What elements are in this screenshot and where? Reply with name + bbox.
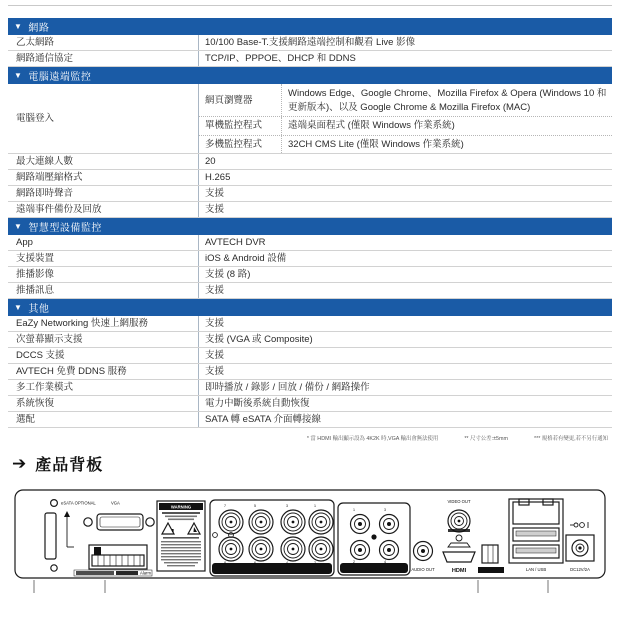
row-value: 支援 (8 路) xyxy=(198,267,612,282)
clipped-top-row xyxy=(8,0,612,18)
video-in-port-number: 6 xyxy=(254,561,256,565)
video-in-port-number: 2 xyxy=(314,561,316,565)
row-label: DCCS 支援 xyxy=(16,350,65,361)
row-value: H.265 xyxy=(198,170,612,185)
subrow-key: 多機監控程式 xyxy=(205,138,263,150)
chevron-down-icon: ▼ xyxy=(14,21,23,31)
row-value: 支援 xyxy=(198,186,612,201)
audio-in-port-number: 1 xyxy=(353,508,355,512)
table-row-pc-login xyxy=(8,84,612,154)
footnote-3: *** 規格若有變更,若不另行通知 xyxy=(534,436,608,442)
row-value: 電力中斷後系統自動恢復 xyxy=(198,396,612,411)
row-value: iOS & Android 設備 xyxy=(198,251,612,266)
row-label: App xyxy=(16,237,33,248)
table-row xyxy=(8,186,612,202)
table-row xyxy=(8,283,612,299)
section-title: 電腦遠端監控 xyxy=(28,72,92,83)
row-label: EaZy Networking 快速上網服務 xyxy=(16,318,148,329)
row-label: 選配 xyxy=(16,414,36,425)
footnote-1: * 當 HDMI 輸出顯示設為 4K2K 時,VGA 輸出會無法使用 xyxy=(306,436,439,442)
label-video-out: VIDEO OUT xyxy=(447,499,471,504)
row-value: 即時播放 / 錄影 / 回放 / 備份 / 網路操作 xyxy=(198,380,612,395)
subtable-row xyxy=(199,84,612,117)
subrow-value: 32CH CMS Lite (僅限 Windows 作業系統) xyxy=(281,136,612,154)
video-in-port-number: 8 xyxy=(224,561,226,565)
section-header-others[interactable] xyxy=(8,299,612,316)
table-row xyxy=(8,251,612,267)
table-row xyxy=(8,332,612,348)
row-label: 網路即時聲音 xyxy=(16,188,74,199)
page-title: 產品背板 xyxy=(35,457,104,474)
subrow-key: 單機監控程式 xyxy=(205,120,263,132)
table-row xyxy=(8,154,612,170)
section-header-pc-remote[interactable] xyxy=(8,67,612,84)
label-hdmi: HDMI xyxy=(451,568,467,574)
row-label: 遠端事件備份及回放 xyxy=(16,204,102,215)
row-label: 支援裝置 xyxy=(16,253,55,264)
label-vga: VGA xyxy=(111,500,120,506)
row-value: AVTECH DVR xyxy=(198,235,612,250)
row-value: 支援 xyxy=(198,364,612,379)
row-value: 支援 (VGA 或 Composite) xyxy=(198,332,612,347)
subtable-row xyxy=(199,136,612,154)
back-panel-section xyxy=(12,452,612,595)
row-label: 次螢幕顯示支援 xyxy=(16,334,83,345)
section-header-network[interactable] xyxy=(8,18,612,35)
table-row xyxy=(8,412,612,428)
chevron-down-icon: ▼ xyxy=(14,70,23,80)
table-row xyxy=(8,51,612,67)
table-row xyxy=(8,35,612,51)
subtable-row xyxy=(199,117,612,136)
row-label: AVTECH 免費 DDNS 服務 xyxy=(16,366,127,377)
label-alarm: Alarm xyxy=(140,570,151,576)
label-dc-power: DC12V/2A xyxy=(570,567,590,572)
section-title: 網路 xyxy=(28,23,50,34)
back-panel-heading xyxy=(12,452,612,475)
row-label: 多工作業模式 xyxy=(16,382,74,393)
section-title: 其他 xyxy=(28,304,50,315)
row-label: 乙太網路 xyxy=(16,37,55,48)
table-row xyxy=(8,202,612,218)
audio-in-port-number: 4 xyxy=(384,560,386,564)
table-row xyxy=(8,170,612,186)
table-row xyxy=(8,380,612,396)
section-title: 智慧型設備監控 xyxy=(28,223,102,234)
subrow-key: 網頁瀏覽器 xyxy=(205,94,253,106)
row-label: 網路通信協定 xyxy=(16,53,74,64)
row-value: 20 xyxy=(198,154,612,169)
row-value: 支援 xyxy=(198,283,612,298)
table-row xyxy=(8,316,612,332)
label-lan-usb: LAN / USB xyxy=(525,567,547,572)
label-rs485: RS-485 xyxy=(483,567,499,573)
row-label: 推播訊息 xyxy=(16,285,55,296)
table-row xyxy=(8,348,612,364)
subrow-value: Windows Edge、Google Chrome、Mozilla Firefox & Opera (Windows 10 和更新版本)、以及 Google Chrome & Mozilla Firefox (MAC) xyxy=(281,84,612,116)
row-label: 電腦登入 xyxy=(16,113,55,124)
table-row xyxy=(8,235,612,251)
row-value: TCP/IP、PPPOE、DHCP 和 DDNS xyxy=(198,51,612,66)
specification-table xyxy=(8,0,612,442)
row-value: 支援 xyxy=(198,316,612,331)
row-label: 網路端壓縮格式 xyxy=(16,172,83,183)
row-value: 10/100 Base-T.支援網路遠端控制和觀看 Live 影像 xyxy=(198,35,612,50)
table-row xyxy=(8,396,612,412)
pc-login-subtable xyxy=(198,84,612,153)
label-audio-out: AUDIO OUT xyxy=(411,567,435,572)
table-row xyxy=(8,364,612,380)
video-in-port-number: 4 xyxy=(286,561,288,565)
footnote-2: ** 尺寸公差:±5mm xyxy=(464,436,509,442)
label-esata: eSATA OPTIONAL xyxy=(61,500,96,506)
row-label: 最大連線人數 xyxy=(16,156,74,167)
section-header-smart-device[interactable] xyxy=(8,218,612,235)
footnotes xyxy=(8,428,612,442)
chevron-down-icon: ▼ xyxy=(14,221,23,231)
audio-in-port-number: 2 xyxy=(353,560,355,564)
row-value: 支援 xyxy=(198,202,612,217)
subrow-value: 遠端桌面程式 (僅限 Windows 作業系統) xyxy=(281,117,612,135)
audio-in-port-number: 3 xyxy=(384,508,386,512)
row-value: SATA 轉 eSATA 介面轉接線 xyxy=(198,412,612,427)
video-in-port-number: 1 xyxy=(314,504,316,508)
chevron-down-icon: ▼ xyxy=(14,302,23,312)
back-panel-diagram xyxy=(12,485,608,595)
row-label: 系統恢復 xyxy=(16,398,55,409)
video-in-port-number: 5 xyxy=(254,504,256,508)
video-in-port-number: 3 xyxy=(286,504,288,508)
label-video-in: VIDEO IN xyxy=(262,567,282,572)
label-warning: WARNING xyxy=(170,504,192,510)
video-in-port-number: 7 xyxy=(224,504,226,508)
arrow-right-icon: ➔ xyxy=(12,454,27,473)
row-value: 支援 xyxy=(198,348,612,363)
row-label: 推播影像 xyxy=(16,269,55,280)
table-row xyxy=(8,267,612,283)
label-audio-in: AUDIO IN xyxy=(364,566,384,572)
